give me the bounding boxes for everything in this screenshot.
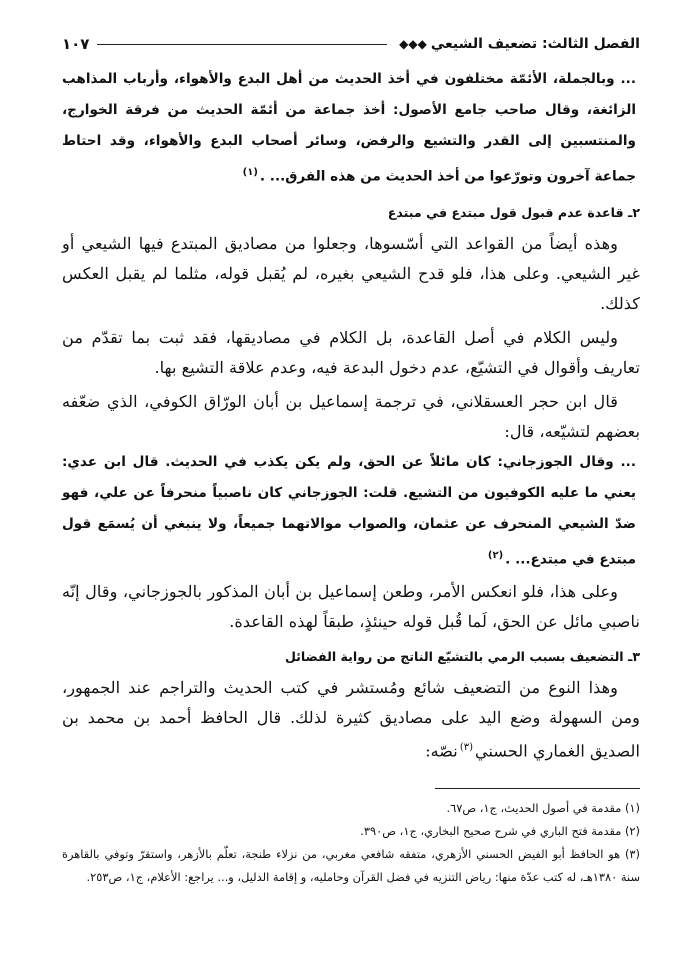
footnote-ref-1: (١) bbox=[242, 167, 258, 178]
paragraph: وهذه أيضاً من القواعد التي أسّسوها، وجعلوا من مصاديق المبتدع فيها الشيعي أو غير الشيعي. وعلى هذا، فلو قدح الشيعي بغيره، لم يُقبل قوله، مثلما لم يقبل العكس كذلك. bbox=[62, 233, 640, 313]
section-heading-2: ٢ـ قاعدة عدم قبول قول مبتدع في مبتدع bbox=[387, 204, 640, 220]
paragraph-text: وهذا النوع من التضعيف شائع ومُستشر في كتب الحديث والتراجم عند الجمهور، ومن السهولة وضع اليد على مصاديق كثيرة لذلك. قال الحافظ أحمد بن محمد بن الصديق الغماري الحسني bbox=[62, 678, 640, 761]
section-heading-3: ٣ـ التضعيف بسبب الرمي بالتشيّع الناتج من رواية الفضائل bbox=[284, 649, 640, 665]
paragraph: وعلى هذا، فلو انعكس الأمر، وطعن إسماعيل بن أبان المذكور بالجوزجاني، وقال إنّه ناصبي مائل عن الحق، لَما قُبل قوله حينئذٍ، طبقاً لهذه القاعدة. bbox=[62, 582, 640, 632]
quote-block-1 bbox=[62, 64, 636, 193]
paragraph: قال ابن حجر العسقلاني، في ترجمة إسماعيل بن أبان الورّاق الكوفي، الذي ضعّفه بعضهم لتشيّعه، قال: bbox=[62, 391, 640, 441]
footnote-ref-3: (٣) bbox=[459, 742, 474, 754]
quote-text: ... وبالجملة، الأئمّة مختلفون في أخذ الحديث من أهل البدع والأهواء، وأرباب المذاهب الزائغة، وقال صاحب جامع الأصول: أخذ جماعة من أئمّة الحديث من فرقة الخوارج، والمنتسبين إلى القدر والتشيع والرفض، وسائر أصحاب البدع والأهواء، وقد احتاط جماعة آخرون وتورّعوا من أخذ الحديث من هذه الفرق... . bbox=[62, 71, 636, 185]
paragraph-text: نصّه: bbox=[425, 741, 458, 761]
footnote-3: (٣) هو الحافظ أبو الفيض الحسني الأزهري، متفقه شافعي مغربي، من نزلاء طنجة، تعلّم بالأزهر، واستقرّ وتوفي بالقاهرة سنة ١٣٨٠هـ، له كتب عدّة منها: رياض التنزيه في فضل القرآن وحامليه، و إقامة الدليل، و... يراجع: الأعلام، ج١، ص٢٥٣. bbox=[62, 847, 640, 885]
paragraph: وليس الكلام في أصل القاعدة، بل الكلام في مصاديقها، فقد ثبت بما تقدّم من تعاريف وأقوال في التشيّع، عدم دخول البدعة فيه، وعدم علاقة التشيع بها. bbox=[62, 327, 640, 377]
page-number: ١٠٧ bbox=[62, 35, 90, 53]
header-rule bbox=[97, 44, 387, 45]
footnote-2: (٢) مقدمة فتح الباري في شرح صحيح البخاري، ج١، ص٣٩٠. bbox=[360, 824, 640, 839]
running-header bbox=[62, 32, 640, 56]
footnote-1: (١) مقدمة في أصول الحديث، ج١، ص٦٧. bbox=[446, 801, 640, 816]
quote-text: ... وقال الجوزجاني: كان مائلاً عن الحق، ولم يكن يكذب في الحديث. قال ابن عدي: يعني ما عليه الكوفيون من التشيع. قلت: الجوزجاني كان ناصبياً منحرفاً عن علي، فهو ضدّ الشيعي المنحرف عن عثمان، والصواب موالاتهما جميعاً، ولا ينبغي أن يُسمَع قول مبتدع في مبتدع... . bbox=[62, 453, 636, 568]
paragraph bbox=[62, 673, 640, 766]
footnotes bbox=[62, 797, 640, 889]
book-page bbox=[62, 32, 640, 889]
chapter-title: الفصل الثالث: تضعيف الشيعي bbox=[430, 36, 640, 52]
footnote-ref-2: (٢) bbox=[487, 549, 504, 561]
diamond-ornament-icon: ◆◆◆ bbox=[399, 37, 427, 51]
footnote-separator bbox=[435, 788, 640, 789]
quote-block-2 bbox=[62, 447, 636, 576]
